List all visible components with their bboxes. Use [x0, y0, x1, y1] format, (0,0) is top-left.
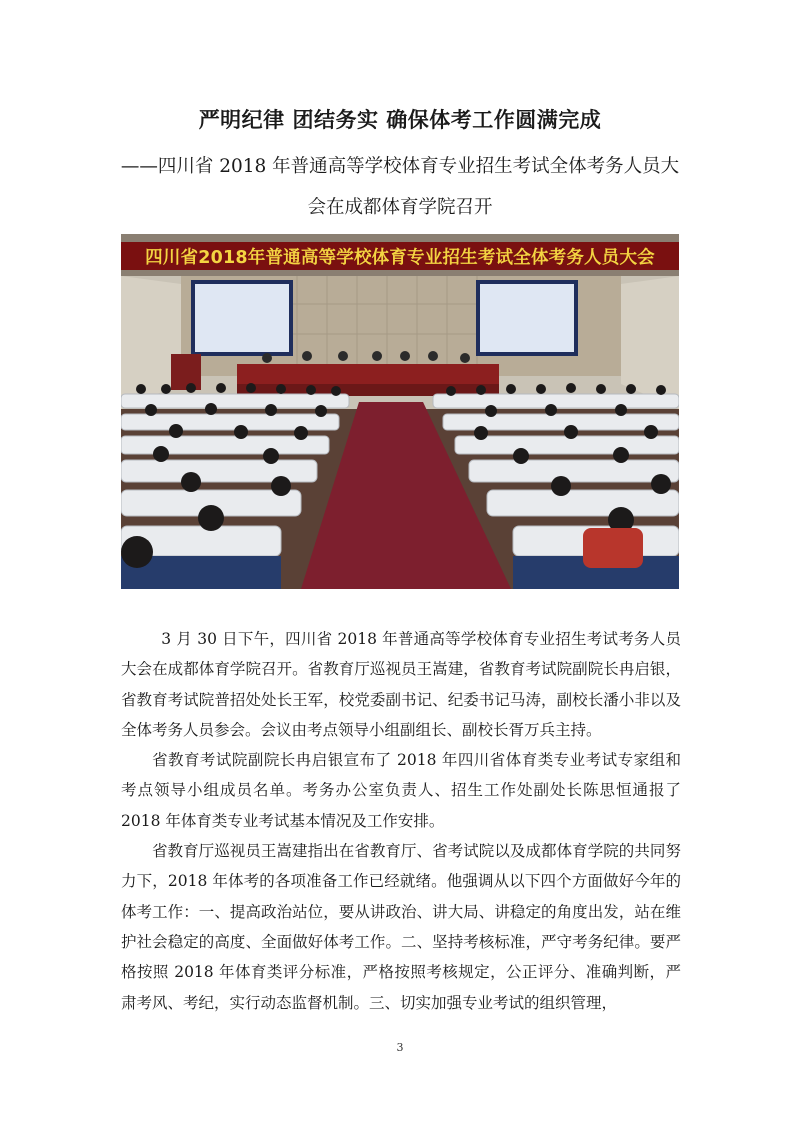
- article-title: 严明纪律 团结务实 确保体考工作圆满完成: [198, 108, 602, 132]
- article-body: [121, 624, 681, 1018]
- meeting-photo: [121, 234, 679, 589]
- article-subtitle: ——四川省 2018 年普通高等学校体育专业招生考试全体考务人员大会在成都体育学院召开: [120, 156, 680, 218]
- paragraph: 省教育厅巡视员王嵩建指出在省教育厅、省考试院以及成都体育学院的共同努力下，2018 年体考的各项准备工作已经就绪。他强调从以下四个方面做好今年的体考工作：一、提高政治站位，要从讲政治、讲大局、讲稳定的角度出发，站在维护社会稳定的高度、全面做好体考工作。二、坚持考核标准，严守考务纪律。要严格按照 2018 年体育类评分标准，严格按照考核规定，公正评分、准确判断，严肃考风、考纪，实行动态监督机制。三、切实加强专业考试的组织管理，: [121, 842, 681, 1012]
- paragraph: 省教育考试院副院长冉启银宣布了 2018 年四川省体育类专业考试专家组和考点领导小组成员名单。考务办公室负责人、招生工作处副处长陈思恒通报了 2018 年体育类专业考试基本情况及工作安排。: [121, 751, 681, 830]
- paragraph: 3 月 30 日下午，四川省 2018 年普通高等学校体育专业招生考试考务人员大会在成都体育学院召开。省教育厅巡视员王嵩建，省教育考试院副院长冉启银，省教育考试院普招处处长王军，校党委副书记、纪委书记马涛，副校长潘小非以及全体考务人员参会。会议由考点领导小组副组长、副校长胥万兵主持。: [121, 630, 681, 739]
- photo-banner-text: 四川省2018年普通高等学校体育专业招生考试全体考务人员大会: [145, 248, 655, 268]
- page-number: 3: [396, 1041, 404, 1054]
